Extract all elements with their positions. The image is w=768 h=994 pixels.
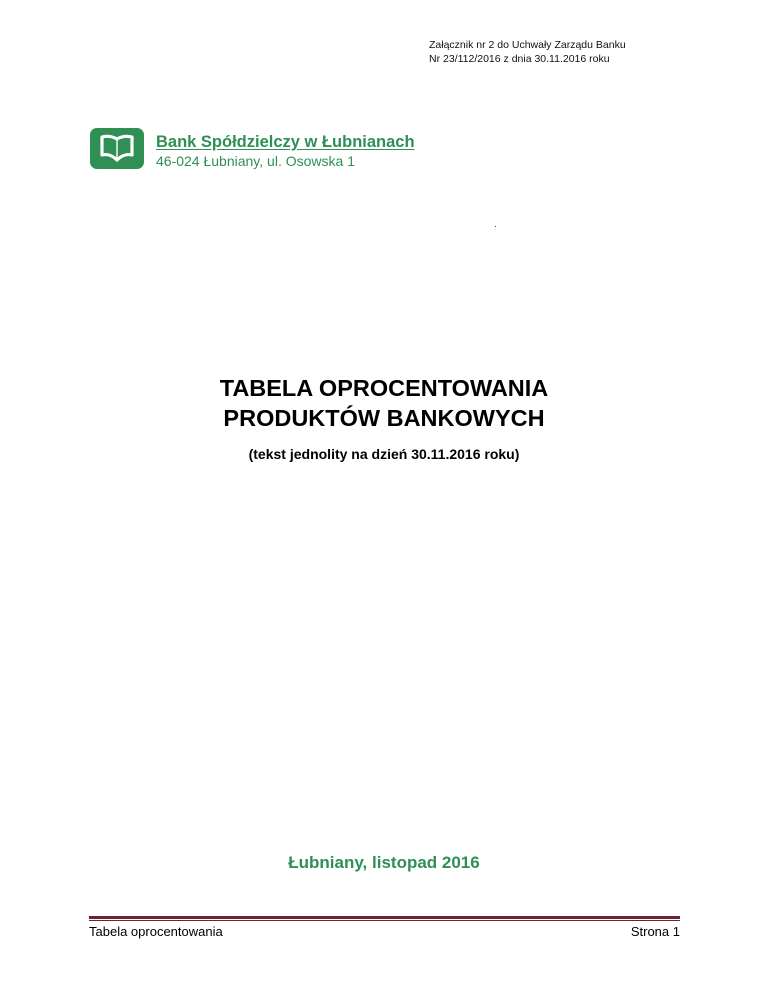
bank-logo-icon (90, 128, 144, 169)
document-title-line1: TABELA OPROCENTOWANIA (219, 375, 549, 401)
footer-page-number: Strona 1 (630, 924, 680, 939)
stray-mark: . (494, 219, 497, 230)
attachment-note-line2: Nr 23/112/2016 z dnia 30.11.2016 roku (429, 53, 610, 65)
bank-address: 46-024 Łubniany, ul. Osowska 1 (156, 153, 355, 169)
attachment-note (429, 38, 626, 66)
footer-document-name: Tabela oprocentowania (89, 924, 223, 939)
document-title (0, 373, 768, 433)
bank-name: Bank Spółdzielczy w Łubnianach (156, 133, 415, 151)
footer-divider-thin (89, 920, 680, 921)
document-title-line2: PRODUKTÓW BANKOWYCH (223, 405, 545, 431)
attachment-note-line1: Załącznik nr 2 do Uchwały Zarządu Banku (429, 39, 626, 51)
footer-divider (89, 916, 680, 919)
place-date: Łubniany, listopad 2016 (288, 853, 480, 872)
document-subtitle: (tekst jednolity na dzień 30.11.2016 roku) (248, 446, 520, 462)
